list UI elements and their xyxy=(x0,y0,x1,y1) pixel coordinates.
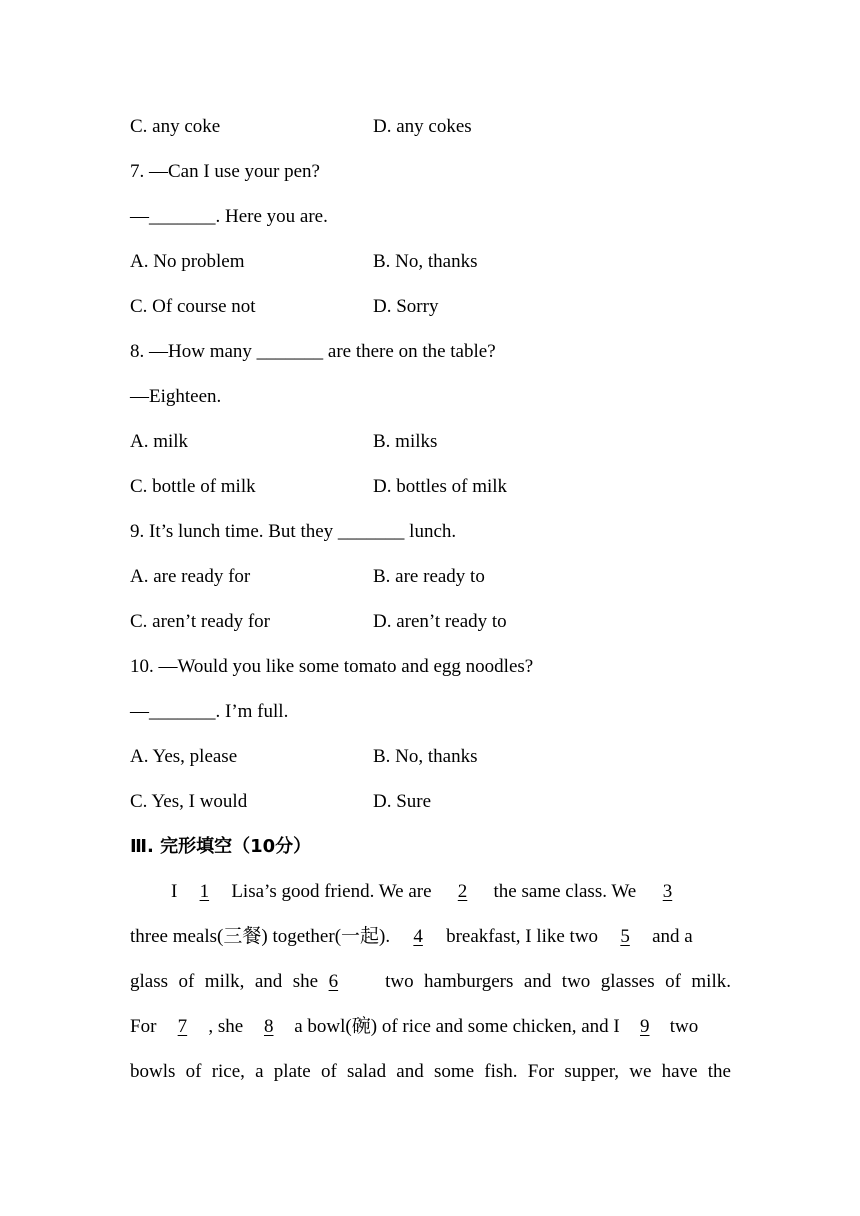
cloze-blank-9: 9 xyxy=(640,1016,650,1037)
cloze-text: For xyxy=(130,1016,157,1037)
q10-question: 10. —Would you like some tomato and egg noodles? xyxy=(130,656,534,677)
cloze-line-5: bowls of rice, a plate of salad and some fish. For supper, we have the xyxy=(130,1061,731,1082)
q6-option-c: C. any coke xyxy=(130,116,221,137)
q10-options-row-1 xyxy=(130,744,731,770)
q9-options-row-2 xyxy=(130,609,731,635)
q8-options-row-1 xyxy=(130,429,731,455)
cloze-text: I xyxy=(171,881,178,902)
q8-question: 8. —How many _______ are there on the table? xyxy=(130,341,496,362)
cloze-line-1 xyxy=(130,879,731,905)
q6-option-d: D. any cokes xyxy=(373,116,472,137)
cloze-blank-3: 3 xyxy=(662,881,673,902)
q7-option-a: A. No problem xyxy=(130,251,245,272)
q8-option-a: A. milk xyxy=(130,431,189,452)
cloze-blank-5: 5 xyxy=(620,926,630,947)
q8-option-d: D. bottles of milk xyxy=(373,476,508,497)
q10-option-b: B. No, thanks xyxy=(373,746,478,767)
q9-options-row-1 xyxy=(130,564,731,590)
cloze-text: Lisa’s good friend. We are xyxy=(231,881,432,902)
q9-option-c: C. aren’t ready for xyxy=(130,611,270,632)
cloze-text: three meals(三餐) together(一起). xyxy=(130,926,391,947)
cloze-blank-2: 2 xyxy=(457,881,468,902)
q9-question: 9. It’s lunch time. But they _______ lunch. xyxy=(130,521,457,542)
q10-option-a: A. Yes, please xyxy=(130,746,238,767)
q7-option-d: D. Sorry xyxy=(373,296,439,317)
cloze-line-4 xyxy=(130,1014,731,1040)
q8-answer: —Eighteen. xyxy=(130,386,222,407)
q9-option-a: A. are ready for xyxy=(130,566,251,587)
cloze-text: a bowl(碗) of rice and some chicken, and I xyxy=(294,1016,620,1037)
cloze-blank-4: 4 xyxy=(413,926,423,947)
q7-question: 7. —Can I use your pen? xyxy=(130,161,320,182)
q8-option-c: C. bottle of milk xyxy=(130,476,256,497)
q10-options-row-2 xyxy=(130,789,731,815)
q9-option-b: B. are ready to xyxy=(373,566,485,587)
q10-answer: —_______. I’m full. xyxy=(130,701,289,722)
cloze-text: breakfast, I like two xyxy=(446,926,599,947)
cloze-line-2 xyxy=(130,924,731,950)
q10-option-c: C. Yes, I would xyxy=(130,791,248,812)
section-heading: Ⅲ. 完形填空（10分） xyxy=(130,836,312,857)
cloze-text: the same class. We xyxy=(493,881,637,902)
cloze-text: two xyxy=(669,1016,699,1037)
q7-option-c: C. Of course not xyxy=(130,296,256,317)
q6-options-row-2 xyxy=(130,114,731,140)
cloze-text: glass of milk, and she xyxy=(130,971,329,992)
q7-option-b: B. No, thanks xyxy=(373,251,478,272)
cloze-text: and a xyxy=(652,926,693,947)
cloze-text: two hamburgers and two glasses of milk. xyxy=(374,971,731,992)
cloze-blank-6: 6 xyxy=(328,971,339,992)
q8-option-b: B. milks xyxy=(373,431,438,452)
q7-options-row-2 xyxy=(130,294,731,320)
cloze-blank-7: 7 xyxy=(177,1016,188,1037)
q7-options-row-1 xyxy=(130,249,731,275)
cloze-blank-1: 1 xyxy=(199,881,210,902)
q7-answer: —_______. Here you are. xyxy=(130,206,328,227)
cloze-line-3 xyxy=(130,969,731,995)
cloze-text: , she xyxy=(208,1016,244,1037)
q8-options-row-2 xyxy=(130,474,731,500)
q10-option-d: D. Sure xyxy=(373,791,432,812)
q9-option-d: D. aren’t ready to xyxy=(373,611,507,632)
cloze-blank-8: 8 xyxy=(263,1016,274,1037)
